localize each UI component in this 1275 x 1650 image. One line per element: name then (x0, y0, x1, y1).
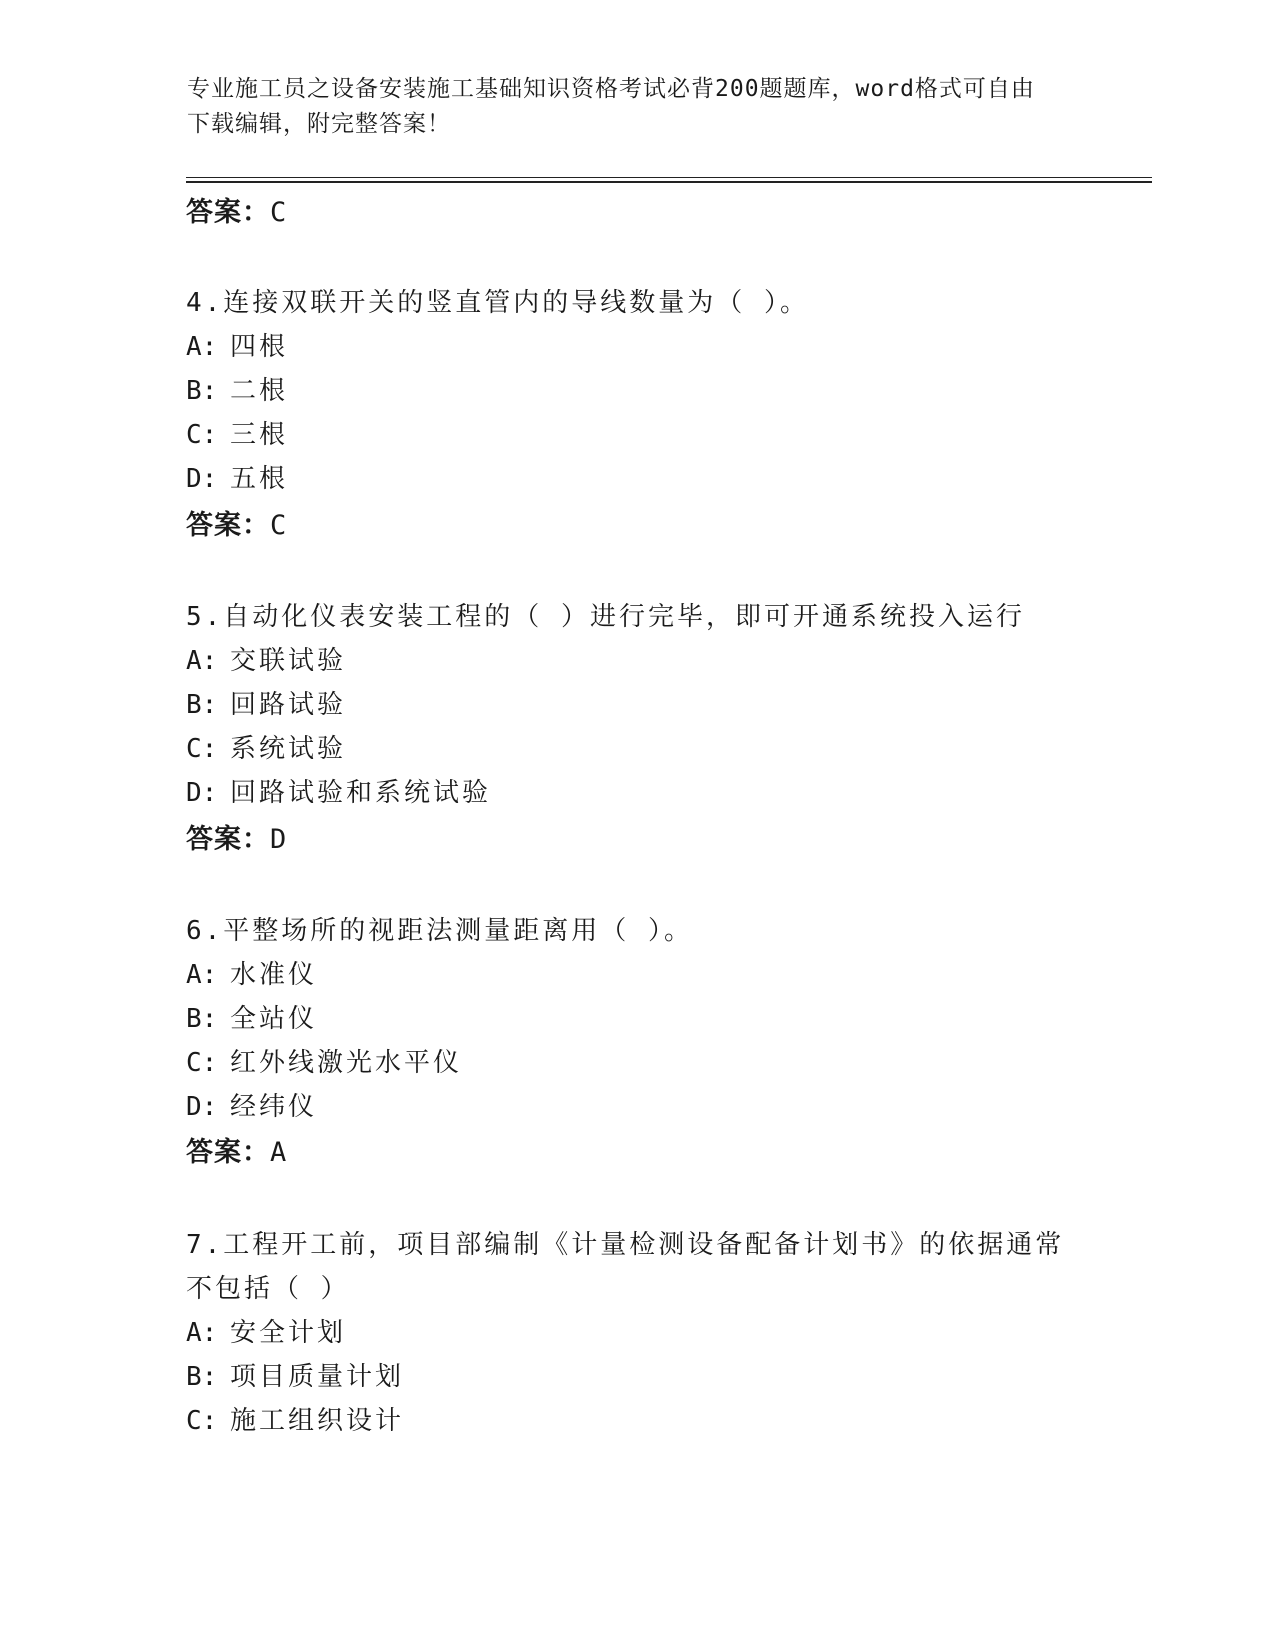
answer-label: 答案： (186, 510, 270, 541)
option-text: 交联试验 (230, 646, 347, 676)
answer-line (186, 190, 287, 229)
option-text: 系统试验 (230, 734, 347, 764)
option-key: D: (186, 778, 218, 808)
option-key: A: (186, 646, 218, 676)
option-key: C: (186, 420, 218, 450)
option-d (186, 458, 288, 495)
answer-value: C (270, 510, 288, 541)
option-text: 四根 (230, 332, 289, 362)
option-key: B: (186, 376, 218, 406)
option-text: 安全计划 (230, 1318, 347, 1348)
answer-value: A (270, 1137, 288, 1168)
option-a (186, 954, 317, 991)
answer-value: C (270, 197, 288, 228)
option-key: C: (186, 1048, 218, 1078)
option-b (186, 998, 317, 1035)
option-c (186, 1400, 404, 1437)
option-key: A: (186, 332, 218, 362)
option-text: 回路试验 (230, 690, 347, 720)
question-text: 6.平整场所的视距法测量距离用（ ）。 (186, 916, 693, 946)
option-key: D: (186, 464, 218, 494)
option-b (186, 1356, 404, 1393)
header-divider-thick (186, 181, 1152, 183)
question-text: 7.工程开工前，项目部编制《计量检测设备配备计划书》的依据通常 (186, 1230, 1065, 1260)
option-a (186, 1312, 346, 1349)
option-a (186, 640, 346, 677)
option-a (186, 326, 288, 363)
answer-line (186, 503, 287, 542)
answer-value: D (270, 824, 288, 855)
option-text: 施工组织设计 (230, 1406, 405, 1436)
header-line-2: 下载编辑，附完整答案！ (187, 111, 451, 137)
question-text: 4.连接双联开关的竖直管内的导线数量为（ ）。 (186, 288, 809, 318)
option-d (186, 772, 491, 809)
option-text: 经纬仪 (230, 1092, 318, 1122)
option-text: 全站仪 (230, 1004, 318, 1034)
option-c (186, 728, 346, 765)
option-key: B: (186, 1004, 218, 1034)
answer-label: 答案： (186, 197, 270, 228)
answer-label: 答案： (186, 824, 270, 855)
option-key: D: (186, 1092, 218, 1122)
option-text: 五根 (230, 464, 289, 494)
header-divider-thin (186, 177, 1152, 178)
document-header (187, 72, 1067, 142)
option-key: A: (186, 960, 218, 990)
answer-label: 答案： (186, 1137, 270, 1168)
option-text: 三根 (230, 420, 289, 450)
option-b (186, 684, 346, 721)
option-key: C: (186, 1406, 218, 1436)
option-key: A: (186, 1318, 218, 1348)
answer-line (186, 817, 287, 856)
question-text: 5.自动化仪表安装工程的（ ）进行完毕，即可开通系统投入运行 (186, 602, 1025, 632)
option-text: 水准仪 (230, 960, 318, 990)
option-text: 项目质量计划 (230, 1362, 405, 1392)
header-line-1: 专业施工员之设备安装施工基础知识资格考试必背200题题库，word格式可自由 (187, 76, 1035, 102)
question-text-continued: 不包括（ ） (186, 1274, 350, 1304)
option-text: 二根 (230, 376, 289, 406)
option-text: 回路试验和系统试验 (230, 778, 492, 808)
option-text: 红外线激光水平仪 (230, 1048, 463, 1078)
option-key: B: (186, 690, 218, 720)
answer-line (186, 1130, 287, 1169)
option-c (186, 414, 288, 451)
option-key: C: (186, 734, 218, 764)
option-b (186, 370, 288, 407)
option-key: B: (186, 1362, 218, 1392)
option-d (186, 1086, 317, 1123)
option-c (186, 1042, 462, 1079)
